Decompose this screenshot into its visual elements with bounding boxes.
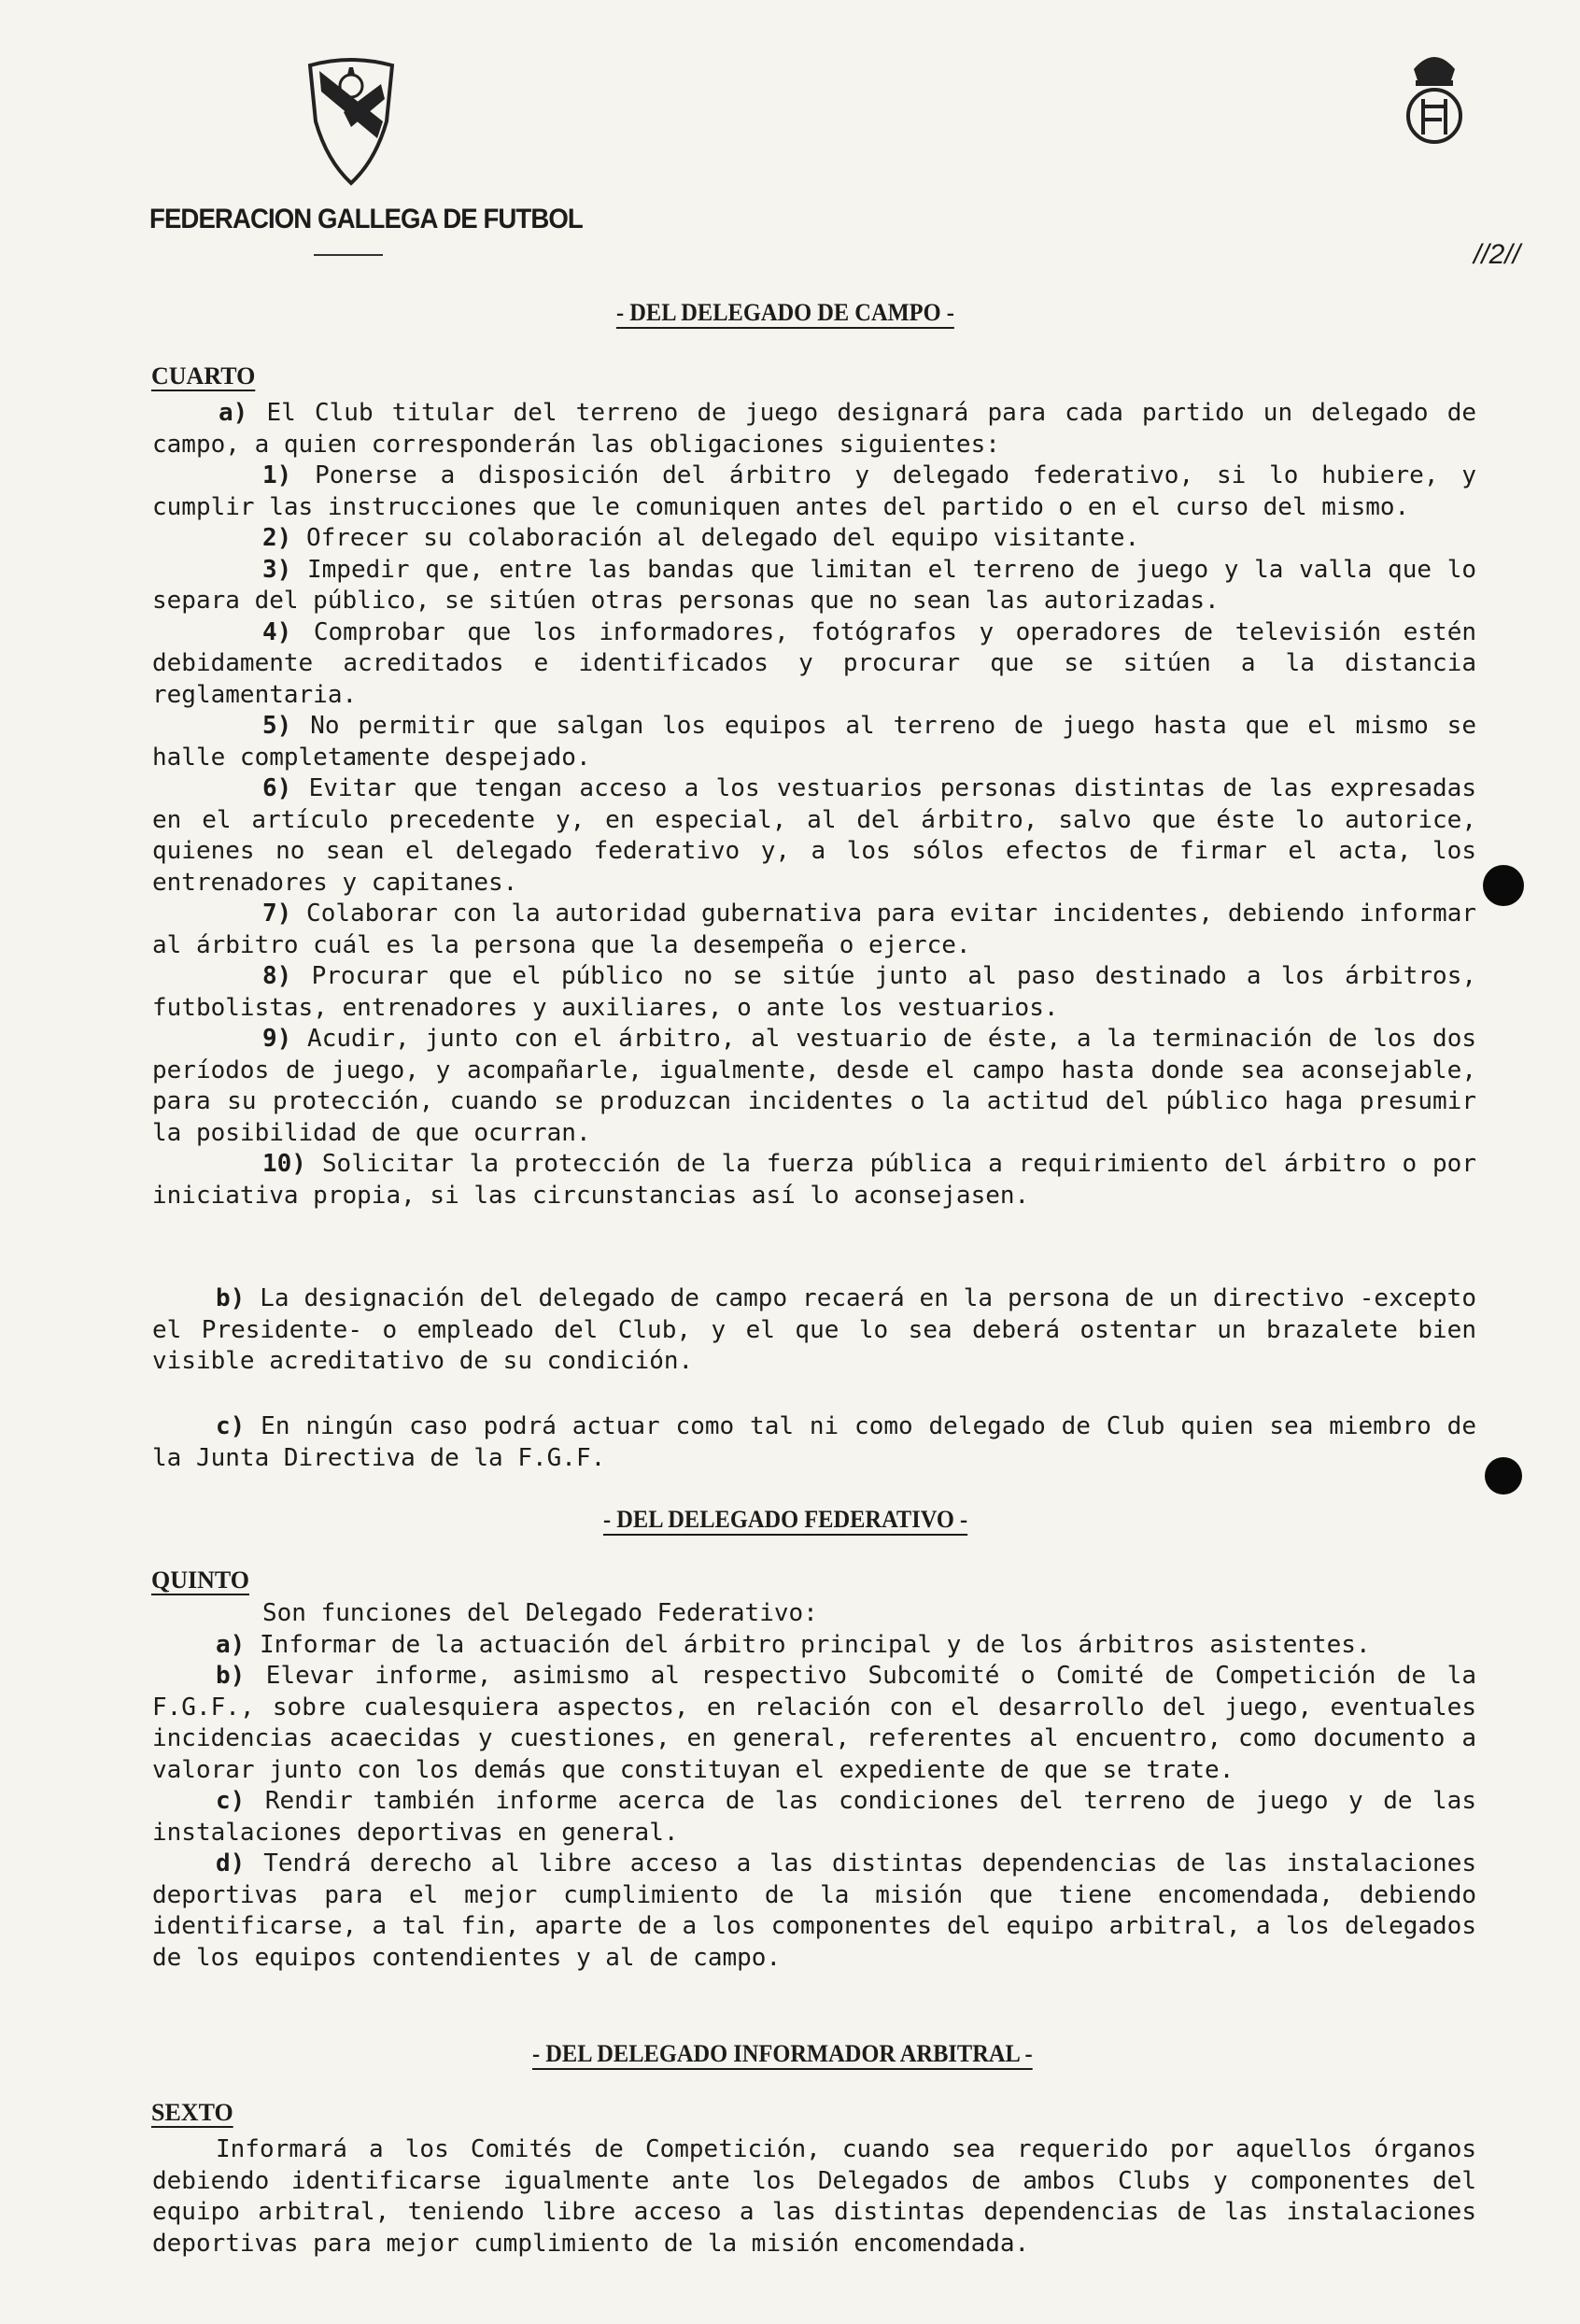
- federation-underline: [314, 254, 383, 256]
- list-item: 1) Ponerse a disposición del árbitro y delegado federativo, si lo hubiere, y cumplir las instrucciones que le comuniquen antes del partido o en el curso del mismo.: [152, 461, 1476, 521]
- section-title-federativo: - DEL DELEGADO FEDERATIVO -: [603, 1506, 968, 1533]
- punch-hole-mark: [1485, 1457, 1522, 1495]
- paragraph-c: [152, 1411, 1476, 1474]
- list-item: 2) Ofrecer su colaboración al delegado del equipo visitante.: [262, 524, 1140, 552]
- paragraph-sexto-text: Informará a los Comités de Competición, cuando sea requerido por aquellos órganos debiendo identificarse igualmente ante los Delegados de ambos Clubs y componentes del equipo arbitral, teniendo libre acceso a las distintas dependencias de las instalaciones deportivas para mejor cumplimiento de la misión encomendada.: [152, 2135, 1476, 2258]
- list-item: d) Tendrá derecho al libre acceso a las distintas dependencias de las instalaciones deportivas para el mejor cumplimiento de la misión que tiene encomendada, debiendo identificarse, a tal fin, aparte de a los componentes del equipo arbitral, a los delegados de los equipos contendientes y al de campo.: [152, 1849, 1476, 1972]
- section-title-informador: - DEL DELEGADO INFORMADOR ARBITRAL -: [532, 2040, 1033, 2067]
- section-title-campo: - DEL DELEGADO DE CAMPO -: [616, 299, 954, 326]
- article-cuarto-body: [152, 398, 1476, 1212]
- list-item: c) Rendir también informe acerca de las condiciones del terreno de juego y de las instalaciones deportivas en general.: [152, 1787, 1476, 1847]
- paragraph-intro: Son funciones del Delegado Federativo:: [262, 1599, 818, 1627]
- list-item: 8) Procurar que el público no se sitúe junto al paso destinado a los árbitros, futbolistas, entrenadores y auxiliares, o ante los vestuarios.: [152, 962, 1476, 1022]
- list-item: 5) No permitir que salgan los equipos al terreno de juego hasta que el mismo se halle completamente despejado.: [152, 712, 1476, 772]
- page-number: //2//: [1474, 239, 1521, 270]
- marker-b: b): [216, 1284, 246, 1312]
- marker-a: a): [219, 399, 248, 427]
- article-quinto-body: [152, 1598, 1476, 1974]
- list-item: 10) Solicitar la protección de la fuerza pública a requirimiento del árbitro o por iniciativa propia, si las circunstancias así lo aconsejasen.: [152, 1150, 1476, 1210]
- paragraph-c-text: En ningún caso podrá actuar como tal ni como delegado de Club quien sea miembro de la Junta Directiva de la F.G.F.: [152, 1412, 1476, 1472]
- royal-crown-emblem-logo: [1401, 45, 1468, 157]
- list-item: 9) Acudir, junto con el árbitro, al vestuario de éste, a la terminación de los dos períodos de juego, y acompañarle, igualmente, desde el campo hasta donde sea aconsejable, para su protección, cuando se produzcan incidentes o la actitud del público haga presumir la posibilidad de que ocurran.: [152, 1025, 1476, 1147]
- list-item: 3) Impedir que, entre las bandas que limitan el terreno de juego y la valla que lo separa del público, se sitúen otras personas que no sean las autorizadas.: [152, 555, 1476, 615]
- paragraph-a-text: El Club titular del terreno de juego designará para cada partido un delegado de campo, a quien corresponderán las obligaciones siguientes:: [152, 399, 1476, 459]
- federation-name: FEDERACION GALLEGA DE FUTBOL: [149, 204, 583, 234]
- marker-c: c): [216, 1412, 246, 1440]
- list-item: a) Informar de la actuación del árbitro principal y de los árbitros asistentes.: [216, 1630, 1371, 1659]
- article-sexto-body: [152, 2134, 1476, 2260]
- paragraph-b: [152, 1283, 1476, 1378]
- federation-shield-logo: [306, 56, 396, 187]
- article-label-quinto: QUINTO: [151, 1566, 249, 1594]
- paragraph-b-text: La designación del delegado de campo recaerá en la persona de un directivo -excepto el Presidente- o empleado del Club, y el que lo sea deberá ostentar un brazalete bien visible acreditativo de su condición.: [152, 1284, 1476, 1375]
- list-item: 4) Comprobar que los informadores, fotógrafos y operadores de televisión estén debidamente acreditados e identificados y procurar que se sitúen a la distancia reglamentaria.: [152, 617, 1476, 709]
- punch-hole-mark: [1483, 865, 1524, 906]
- paragraph-a: [152, 398, 1476, 461]
- article-label-cuarto: CUARTO: [151, 362, 256, 390]
- list-item: 6) Evitar que tengan acceso a los vestuarios personas distintas de las expresadas en el artículo precedente y, en especial, al del árbitro, salvo que éste lo autorice, quienes no sean el delegado federativo y, a los sólos efectos de firmar el acta, los entrenadores y capitanes.: [152, 774, 1476, 897]
- article-label-sexto: SEXTO: [151, 2099, 233, 2126]
- list-item: 7) Colaborar con la autoridad gubernativa para evitar incidentes, debiendo informar al árbitro cuál es la persona que la desempeña o ejerce.: [152, 900, 1476, 959]
- list-item: b) Elevar informe, asimismo al respectivo Subcomité o Comité de Competición de la F.G.F., sobre cualesquiera aspectos, en relación con el desarrollo del juego, eventuales incidencias acaecidas y cuestiones, en general, referentes al encuentro, como documento a valorar junto con los demás que constituyan el expediente de que se trate.: [152, 1662, 1476, 1784]
